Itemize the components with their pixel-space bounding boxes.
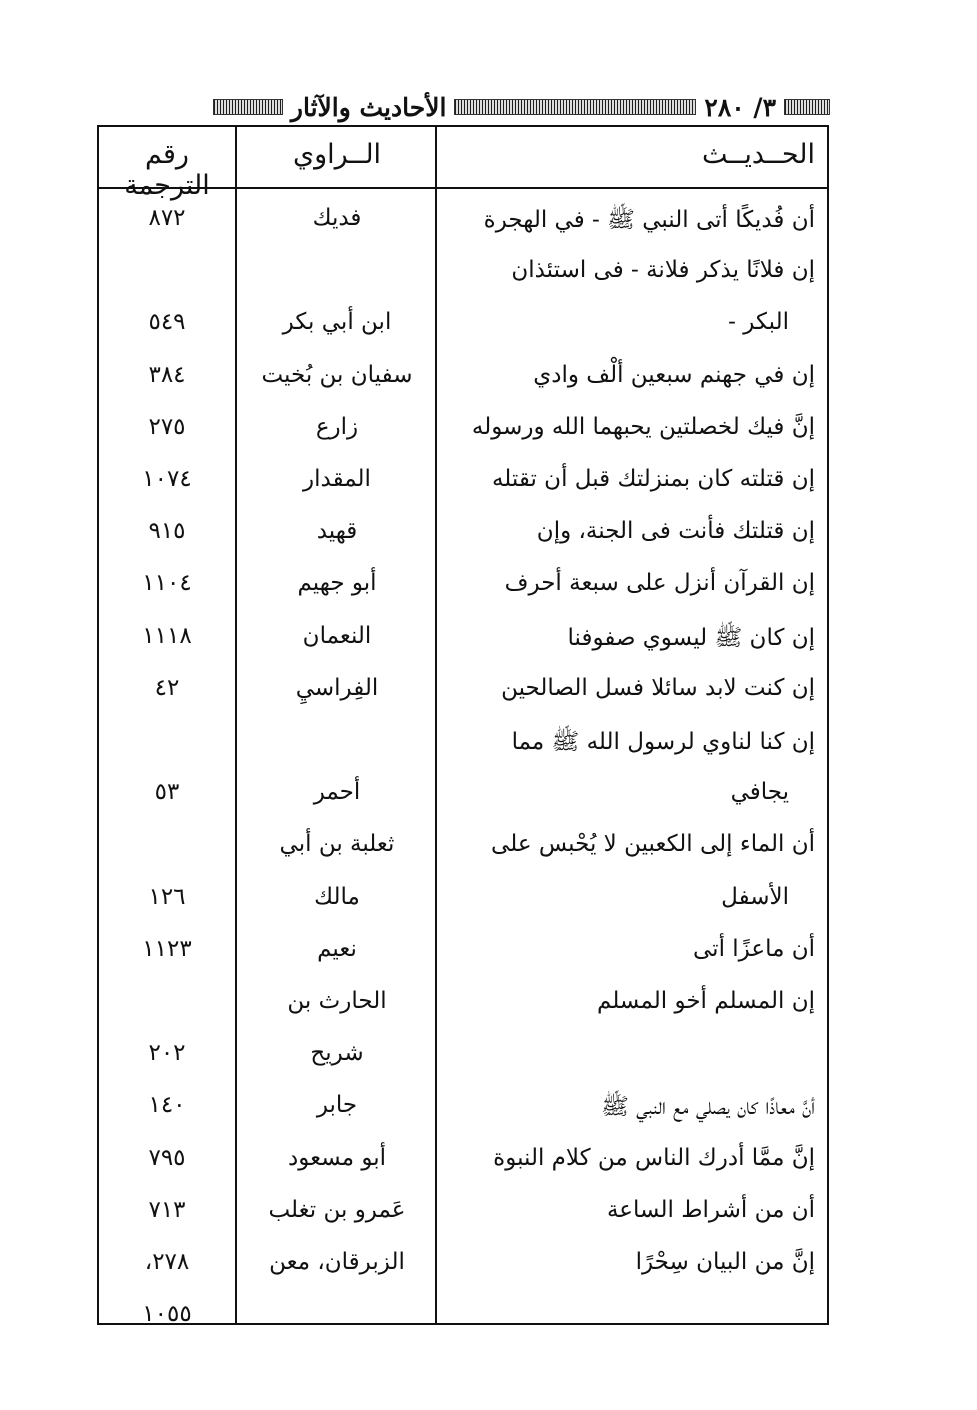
table-row bbox=[99, 831, 827, 883]
narrator-name: عَمرو بن تغلب bbox=[268, 1196, 406, 1223]
narrator-name: سفيان بن بُخيت bbox=[261, 361, 413, 388]
table-row bbox=[99, 309, 827, 361]
table-row bbox=[99, 1040, 827, 1092]
narrator-name: أبو جهيم bbox=[297, 570, 377, 597]
hadith-text: الأسفل bbox=[721, 883, 789, 910]
table-row bbox=[99, 362, 827, 414]
hadith-text: إن قتلته كان بمنزلتك قبل أن تقتله bbox=[491, 466, 815, 492]
biography-number: ٨٧٢ bbox=[148, 205, 186, 231]
table-row bbox=[99, 1197, 827, 1249]
narrator-name: جابر bbox=[316, 1092, 358, 1119]
narrator-name: ابن أبي بكر bbox=[282, 309, 392, 336]
narrator-name: نعيم bbox=[317, 935, 357, 962]
narrator-name: مالك bbox=[314, 883, 360, 910]
narrator-name: قهيد bbox=[316, 518, 358, 545]
table-row bbox=[99, 466, 827, 518]
table-row bbox=[99, 675, 827, 727]
biography-number: ١٠٧٤ bbox=[142, 466, 192, 492]
table-row bbox=[99, 1092, 827, 1144]
biography-number: ١١١٨ bbox=[142, 622, 192, 649]
table-row bbox=[99, 205, 827, 257]
table-row bbox=[99, 727, 827, 779]
table-row bbox=[99, 518, 827, 570]
section-title: الأحاديث والآثار bbox=[290, 92, 447, 122]
biography-number: ١٠٥٥ bbox=[142, 1301, 192, 1328]
hadith-text: أن ماعزًا أتى bbox=[693, 935, 815, 962]
biography-number: ٧١٣ bbox=[148, 1196, 186, 1223]
narrator-name: فديك bbox=[312, 205, 362, 231]
table-row bbox=[99, 1145, 827, 1197]
column-header-rawi: الــراوي bbox=[292, 139, 382, 170]
biography-number: ١٢٦ bbox=[148, 883, 186, 910]
hadith-text: إنَّ ممَّا أدرك الناس من كلام النبوة bbox=[493, 1144, 815, 1171]
narrator-name: ثعلبة بن أبي bbox=[279, 831, 395, 858]
narrator-name: أبو مسعود bbox=[287, 1144, 387, 1171]
header-ornament-right bbox=[784, 99, 830, 115]
column-header-tarjama: رقم الترجمة bbox=[124, 139, 210, 201]
hadith-text: أن الماء إلى الكعبين لا يُحْبس على bbox=[491, 831, 815, 858]
biography-number: ٩١٥ bbox=[148, 518, 186, 545]
table-row bbox=[99, 936, 827, 988]
hadith-text: البكر - bbox=[728, 309, 789, 336]
biography-number: ٢٠٢ bbox=[148, 1040, 186, 1067]
biography-number: ٤٢ bbox=[154, 674, 180, 701]
table-row bbox=[99, 779, 827, 831]
hadith-text: إن في جهنم سبعين ألْف وادي bbox=[533, 361, 815, 388]
hadith-text: أن فُديكًا أتى النبي ﷺ - في الهجرة bbox=[483, 207, 815, 233]
table-row bbox=[99, 884, 827, 936]
narrator-name: المقدار bbox=[303, 466, 371, 492]
hadith-text: إن قتلتك فأنت فى الجنة، وإن bbox=[536, 518, 815, 545]
hadith-text: أن من أشراط الساعة bbox=[606, 1196, 815, 1223]
table-row bbox=[99, 257, 827, 309]
narrator-name: الحارث بن bbox=[287, 988, 387, 1014]
header-ornament-left bbox=[213, 99, 283, 115]
narrator-name: زارع bbox=[315, 413, 359, 440]
narrator-name: الزبرقان، معن bbox=[269, 1249, 405, 1275]
table-row bbox=[99, 570, 827, 622]
page-header bbox=[88, 92, 830, 122]
page-number: ٣/ ٢٨٠ bbox=[704, 92, 776, 122]
hadith-text: أنَّ معاذًا كان يصلي مع النبي ﷺ bbox=[601, 1094, 815, 1121]
table-row bbox=[99, 1249, 827, 1301]
biography-number: ١٤٠ bbox=[148, 1092, 186, 1119]
hadith-text: إن فلانًا يذكر فلانة - فى استئذان bbox=[511, 257, 815, 284]
table-row bbox=[99, 1301, 827, 1353]
biography-number: ٧٩٥ bbox=[148, 1144, 186, 1171]
biography-number: ٢٧٥ bbox=[148, 413, 186, 440]
column-header-hadith: الحــديــث bbox=[702, 139, 815, 170]
biography-number: ١١٢٣ bbox=[142, 935, 192, 962]
biography-number: ٢٧٨، bbox=[144, 1249, 190, 1275]
narrator-name: شريح bbox=[310, 1040, 364, 1067]
table-row bbox=[99, 988, 827, 1040]
narrator-name: أحمر bbox=[313, 779, 361, 806]
biography-number: ٥٣ bbox=[154, 779, 180, 806]
hadith-text: إن كنت لابد سائلا فسل الصالحين bbox=[501, 674, 815, 701]
hadith-text: إن كان ﷺ ليسوي صفوفنا bbox=[567, 624, 815, 651]
header-ornament-middle bbox=[454, 99, 696, 115]
biography-number: ٣٨٤ bbox=[148, 361, 186, 388]
narrator-name: الفِراسيِ bbox=[295, 674, 379, 701]
hadith-index-table bbox=[97, 125, 829, 1328]
hadith-text: إن المسلم أخو المسلم bbox=[597, 988, 815, 1014]
narrator-name: النعمان bbox=[302, 622, 372, 649]
hadith-text: إن القرآن أنزل على سبعة أحرف bbox=[504, 570, 815, 597]
hadith-text: إنَّ فيك لخصلتين يحبهما الله ورسوله bbox=[471, 413, 815, 440]
hadith-text: إنَّ من البيان سِحْرًا bbox=[635, 1249, 815, 1275]
hadith-text: يجافي bbox=[730, 779, 789, 806]
hadith-text: إن كنا لناوي لرسول الله ﷺ مما bbox=[511, 729, 815, 755]
table-row bbox=[99, 414, 827, 466]
table-row bbox=[99, 623, 827, 675]
biography-number: ٥٤٩ bbox=[148, 309, 186, 336]
biography-number: ١١٠٤ bbox=[142, 570, 192, 597]
